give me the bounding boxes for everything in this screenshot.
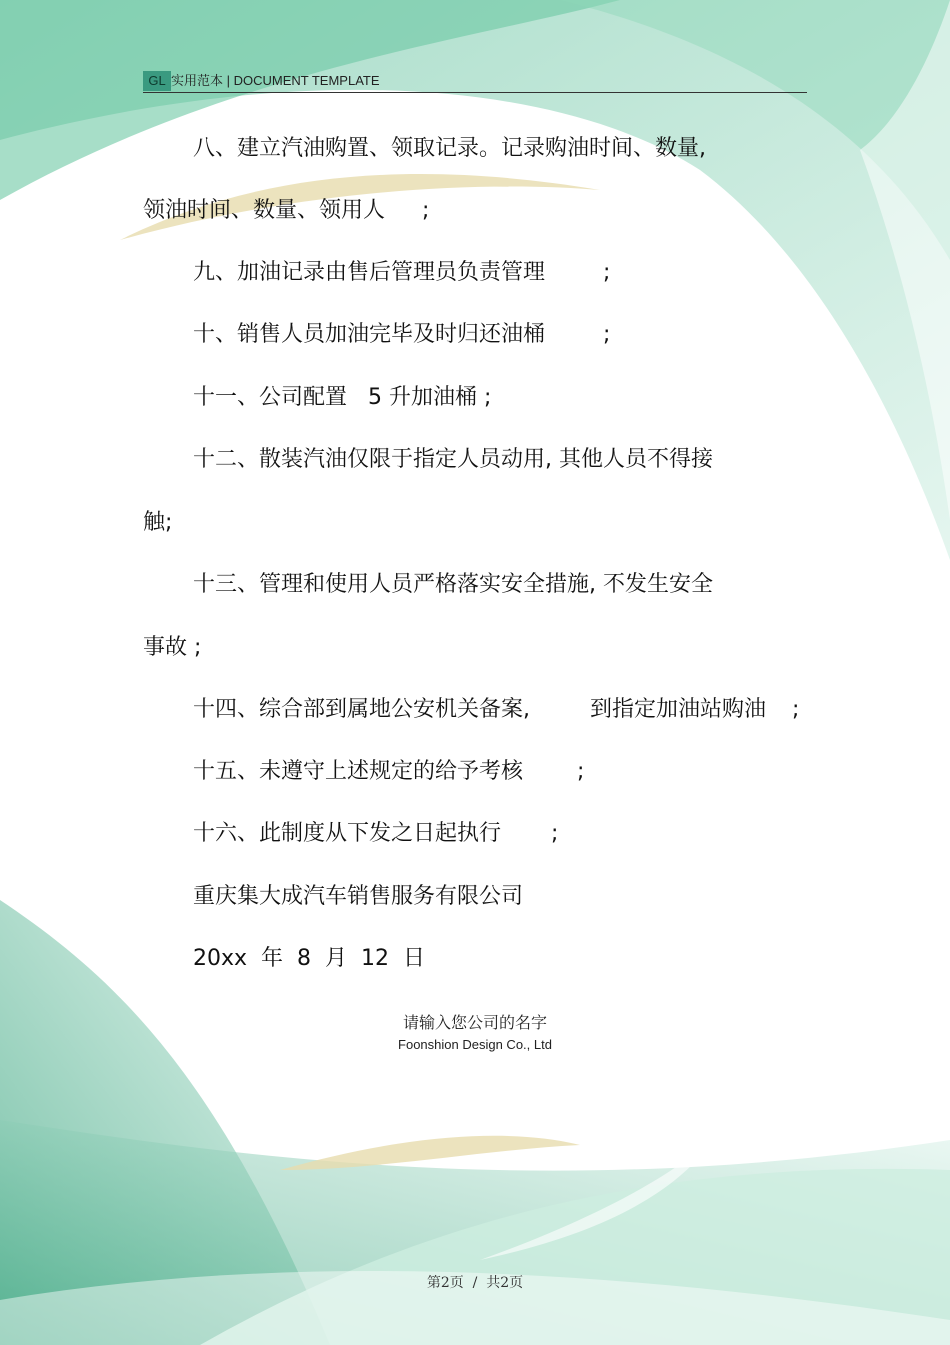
rule-8-line1: 八、建立汽油购置、领取记录。记录购油时间、数量, (193, 136, 706, 161)
rule-9-semicolon: ; (603, 260, 611, 285)
rule-14-part1: 十四、综合部到属地公安机关备案, (193, 697, 530, 722)
company-signature: 重庆集大成汽车销售服务有限公司 (193, 884, 524, 909)
footer-company-name-cn: 请输入您公司的名字 (402, 1013, 547, 1032)
rule-8-line2: 领油时间、数量、领用人 (143, 198, 386, 223)
page-number: 第2页 / 共2页 (426, 1275, 524, 1291)
rule-10: 十、销售人员加油完毕及时归还油桶 (193, 322, 546, 347)
rule-16: 十六、此制度从下发之日起执行 (193, 821, 502, 846)
rule-12-line2: 触; (143, 510, 173, 535)
rule-15: 十五、未遵守上述规定的给予考核 (193, 759, 524, 784)
rule-16-semicolon: ; (551, 821, 559, 846)
rule-14-semicolon: ; (792, 697, 800, 722)
rule-11: 十一、公司配置 5 升加油桶 ; (193, 385, 492, 410)
header-divider (143, 92, 807, 93)
rule-13-line2: 事故 ; (143, 635, 202, 660)
rule-10-semicolon: ; (603, 322, 611, 347)
rule-12-line1: 十二、散装汽油仅限于指定人员动用, 其他人员不得接 (193, 447, 713, 472)
header-title: 实用范本 | DOCUMENT TEMPLATE (171, 73, 380, 88)
rule-13-line1: 十三、管理和使用人员严格落实安全措施, 不发生安全 (193, 572, 713, 597)
rule-14-part2: 到指定加油站购油 (590, 697, 767, 722)
rule-8-semicolon: ; (422, 198, 430, 223)
footer-company-name-en: Foonshion Design Co., Ltd (398, 1037, 552, 1052)
document-date: 20xx 年 8 月 12 日 (193, 946, 425, 971)
rule-9: 九、加油记录由售后管理员负责管理 (193, 260, 546, 285)
document-header (143, 68, 807, 94)
gl-logo-badge: GL (143, 71, 171, 91)
rule-15-semicolon: ; (577, 759, 585, 784)
